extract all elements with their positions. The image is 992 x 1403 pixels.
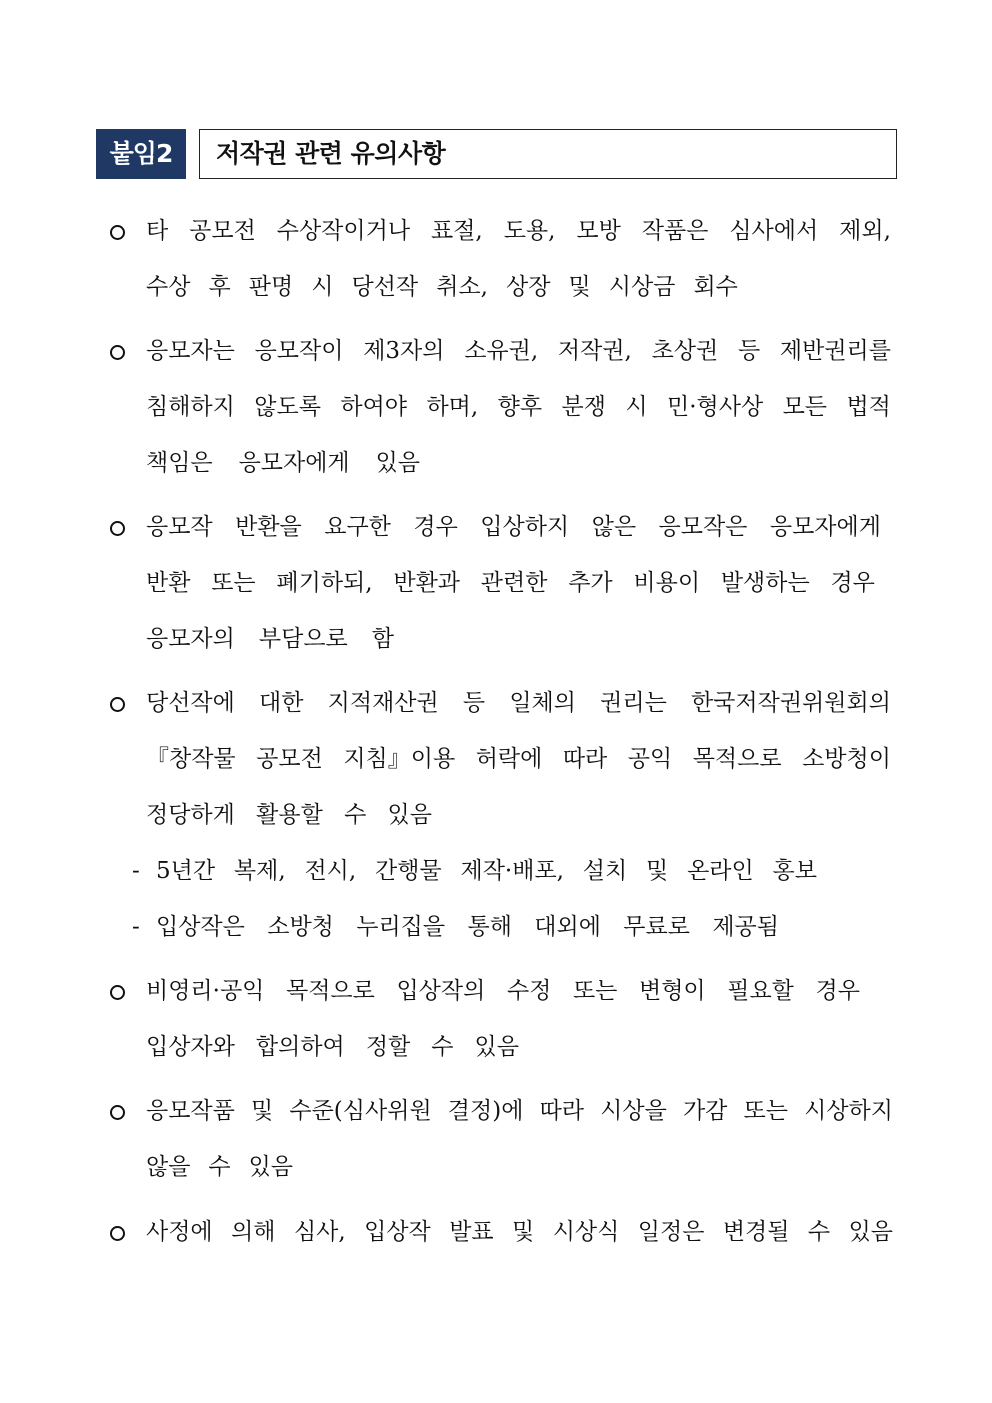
sub-item-2: 입상작은 소방청 누리집을 통해 대외에 무료로 제공됨 — [156, 914, 779, 940]
sub-item-dash: - — [132, 858, 140, 884]
item-1-line-1: 타 공모전 수상작이거나 표절, 도용, 모방 작품은 심사에서 제외, — [146, 218, 891, 244]
item-2-line-2: 침해하지 않도록 하여야 하며, 향후 분쟁 시 민·형사상 모든 법적 — [146, 394, 891, 420]
section-header — [96, 129, 897, 179]
sub-item-dash: - — [132, 914, 140, 940]
item-3-line-3: 응모자의 부담으로 함 — [146, 626, 394, 652]
item-3-line-2: 반환 또는 폐기하되, 반환과 관련한 추가 비용이 발생하는 경우 — [146, 570, 875, 596]
title-box — [199, 129, 897, 179]
bullet-circle-icon — [110, 1105, 125, 1120]
item-4-line-3: 정당하게 활용할 수 있음 — [146, 802, 432, 828]
item-2-line-3: 책임은 응모자에게 있음 — [146, 450, 420, 476]
bullet-circle-icon — [110, 1226, 125, 1241]
bullet-circle-icon — [110, 697, 125, 712]
sub-item-1: 5년간 복제, 전시, 간행물 제작·배포, 설치 및 온라인 홍보 — [156, 858, 817, 884]
bullet-circle-icon — [110, 985, 125, 1000]
item-5-line-1: 비영리·공익 목적으로 입상작의 수정 또는 변형이 필요할 경우 — [146, 978, 860, 1004]
bullet-circle-icon — [110, 225, 125, 240]
item-3-line-1: 응모작 반환을 요구한 경우 입상하지 않은 응모작은 응모자에게 — [146, 514, 881, 540]
attachment-badge: 붙임2 — [96, 129, 186, 179]
item-6-line-2: 않을 수 있음 — [146, 1154, 293, 1180]
item-2-line-1: 응모자는 응모작이 제3자의 소유권, 저작권, 초상권 등 제반권리를 — [146, 338, 891, 364]
page-title: 저작권 관련 유의사항 — [216, 139, 446, 168]
item-7-line-1: 사정에 의해 심사, 입상작 발표 및 시상식 일정은 변경될 수 있음 — [146, 1219, 893, 1245]
item-6-line-1: 응모작품 및 수준(심사위원 결정)에 따라 시상을 가감 또는 시상하지 — [146, 1098, 893, 1124]
item-5-line-2: 입상자와 합의하여 정할 수 있음 — [146, 1034, 519, 1060]
item-4-line-2: 『창작물 공모전 지침』이용 허락에 따라 공익 목적으로 소방청이 — [146, 746, 891, 772]
item-4-line-1: 당선작에 대한 지적재산권 등 일체의 권리는 한국저작권위원회의 — [146, 690, 891, 716]
bullet-circle-icon — [110, 345, 125, 360]
item-1-line-2: 수상 후 판명 시 당선작 취소, 상장 및 시상금 회수 — [146, 274, 738, 300]
bullet-circle-icon — [110, 521, 125, 536]
